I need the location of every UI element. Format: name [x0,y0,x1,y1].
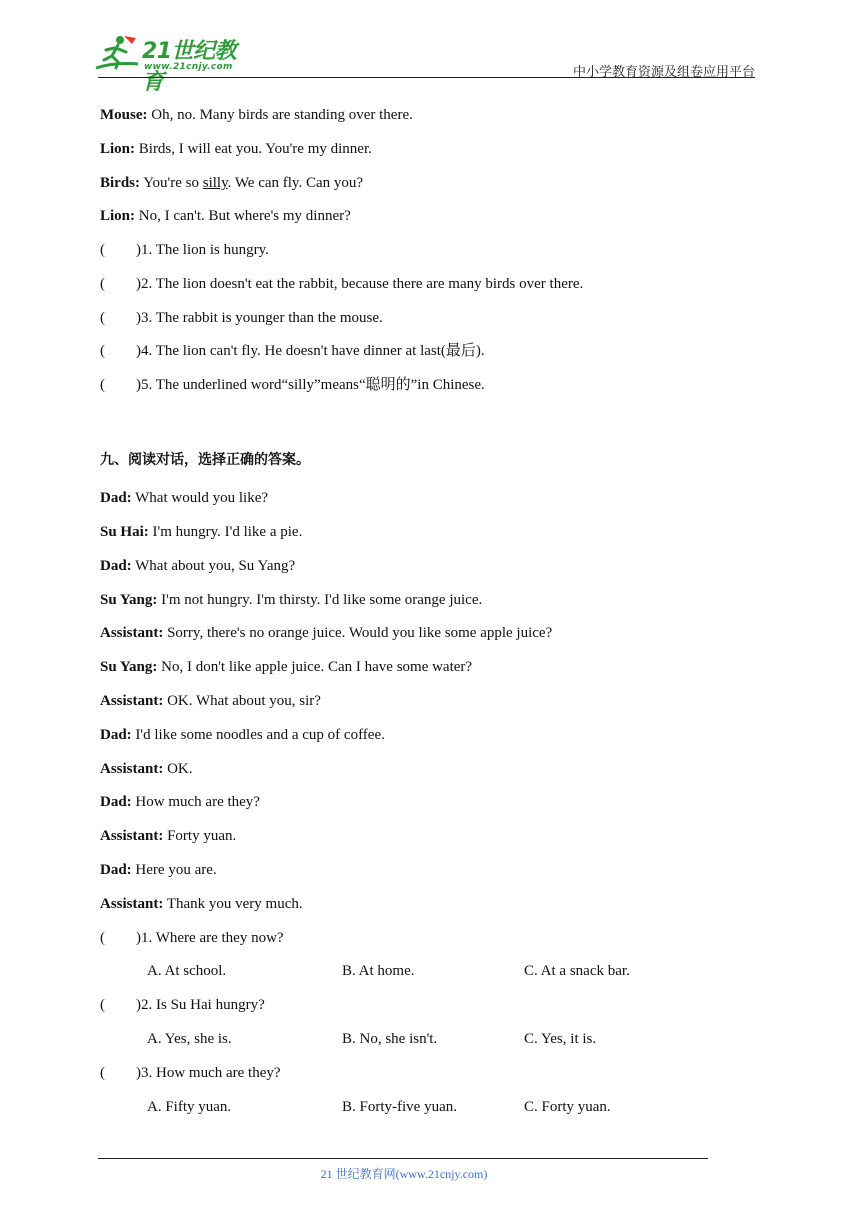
runner-logo-icon [94,34,140,74]
answer-blank[interactable]: ( [100,1065,105,1081]
option-a[interactable]: A. Yes, she is. [147,1031,232,1047]
dialogue-line [100,624,552,642]
question-text: )2. Is Su Hai hungry? [136,997,265,1013]
dialogue-line [100,726,385,744]
header-platform-text: 中小学教育资源及组卷应用平台 [572,64,755,79]
answer-blank[interactable]: ( [100,377,105,393]
dialogue-text: No, I don't like apple juice. Can I have some water? [157,659,473,675]
dialogue-text: Sorry, there's no orange juice. Would you like some apple juice? [163,625,553,641]
question-text: )2. The lion doesn't eat the rabbit, because there are many birds over there. [136,276,584,292]
question-text: )5. The underlined word“silly”means“聪明的”in Chinese. [136,377,485,393]
dialogue-text: Forty yuan. [163,828,237,844]
question-text: )1. Where are they now? [136,930,284,946]
question-text: )1. The lion is hungry. [136,242,269,258]
answer-blank[interactable]: ( [100,242,105,258]
dialogue-text: No, I can't. But where's my dinner? [135,208,351,224]
speaker-name: Birds: [100,175,141,191]
question-text: )3. How much are they? [136,1065,281,1081]
answer-blank[interactable]: ( [100,343,105,359]
speaker-name: Dad: [100,862,132,878]
dialogue-line [100,827,236,845]
answer-blank[interactable]: ( [100,997,105,1013]
dialogue-line [100,692,321,710]
section-title: 九、阅读对话，选择正确的答案。 [100,452,310,468]
speaker-name: Su Yang: [100,592,158,608]
answer-blank[interactable]: ( [100,276,105,292]
dialogue-line [100,557,295,575]
dialogue-line [100,895,303,913]
speaker-name: Lion: [100,208,136,224]
option-a[interactable]: A. At school. [147,963,227,979]
speaker-name: Lion: [100,141,136,157]
dialogue-text: I'm hungry. I'd like a pie. [148,524,303,540]
question-line [100,342,485,360]
speaker-name: Mouse: [100,107,148,123]
speaker-name: Assistant: [100,693,164,709]
speaker-name: Su Yang: [100,659,158,675]
dialogue-line [100,106,413,124]
question-line [100,996,265,1014]
speaker-name: Dad: [100,794,132,810]
speaker-name: Dad: [100,490,132,506]
dialogue-line [100,207,351,225]
option-b[interactable]: B. Forty-five yuan. [342,1099,457,1115]
dialogue-text: How much are they? [131,794,260,810]
dialogue-line [100,760,193,778]
question-line [100,376,485,394]
dialogue-line [100,591,482,609]
page-footer [0,1165,860,1182]
dialogue-text: Thank you very much. [163,896,303,912]
speaker-name: Assistant: [100,828,164,844]
option-a[interactable]: A. Fifty yuan. [147,1099,232,1115]
dialogue-text: Birds, I will eat you. You're my dinner. [135,141,372,157]
option-b[interactable]: B. At home. [342,963,415,979]
question-text: )3. The rabbit is younger than the mouse. [136,310,383,326]
dialogue-line [100,489,268,507]
speaker-name: Assistant: [100,761,164,777]
option-c[interactable]: C. Forty yuan. [524,1099,611,1115]
answer-blank[interactable]: ( [100,310,105,326]
underlined-word: silly [202,175,228,191]
speaker-name: Dad: [100,558,132,574]
site-logo [94,34,254,95]
speaker-name: Assistant: [100,625,164,641]
dialogue-line [100,174,363,192]
dialogue-text: What would you like? [131,490,269,506]
speaker-name: Dad: [100,727,132,743]
question-line [100,929,284,947]
dialogue-text: You're so [140,175,203,191]
dialogue-text: Oh, no. Many birds are standing over there. [147,107,413,123]
dialogue-line [100,140,372,158]
dialogue-text: . We can fly. Can you? [227,175,364,191]
question-line [100,241,269,259]
dialogue-line [100,523,302,541]
logo-text: 21世纪教育 [142,39,237,95]
dialogue-line [100,658,472,676]
question-line [100,275,583,293]
dialogue-line [100,861,217,879]
dialogue-text: I'm not hungry. I'm thirsty. I'd like some orange juice. [157,592,483,608]
speaker-name: Su Hai: [100,524,149,540]
dialogue-text: OK. What about you, sir? [163,693,321,709]
option-c[interactable]: C. Yes, it is. [524,1031,597,1047]
dialogue-line [100,793,260,811]
page-header [0,0,860,95]
answer-blank[interactable]: ( [100,930,105,946]
question-line [100,309,383,327]
logo-url: www.21cnjy.com [144,62,233,72]
header-divider [98,77,755,78]
question-line [100,1064,281,1082]
question-text: )4. The lion can't fly. He doesn't have dinner at last(最后). [136,343,485,359]
dialogue-text: What about you, Su Yang? [131,558,296,574]
dialogue-text: Here you are. [131,862,217,878]
speaker-name: Assistant: [100,896,164,912]
footer-text[interactable]: 21 世纪教育网(www.21cnjy.com) [320,1167,488,1181]
dialogue-text: OK. [163,761,193,777]
option-c[interactable]: C. At a snack bar. [524,963,630,979]
dialogue-text: I'd like some noodles and a cup of coffee. [131,727,385,743]
footer-divider [98,1158,708,1159]
option-b[interactable]: B. No, she isn't. [342,1031,438,1047]
